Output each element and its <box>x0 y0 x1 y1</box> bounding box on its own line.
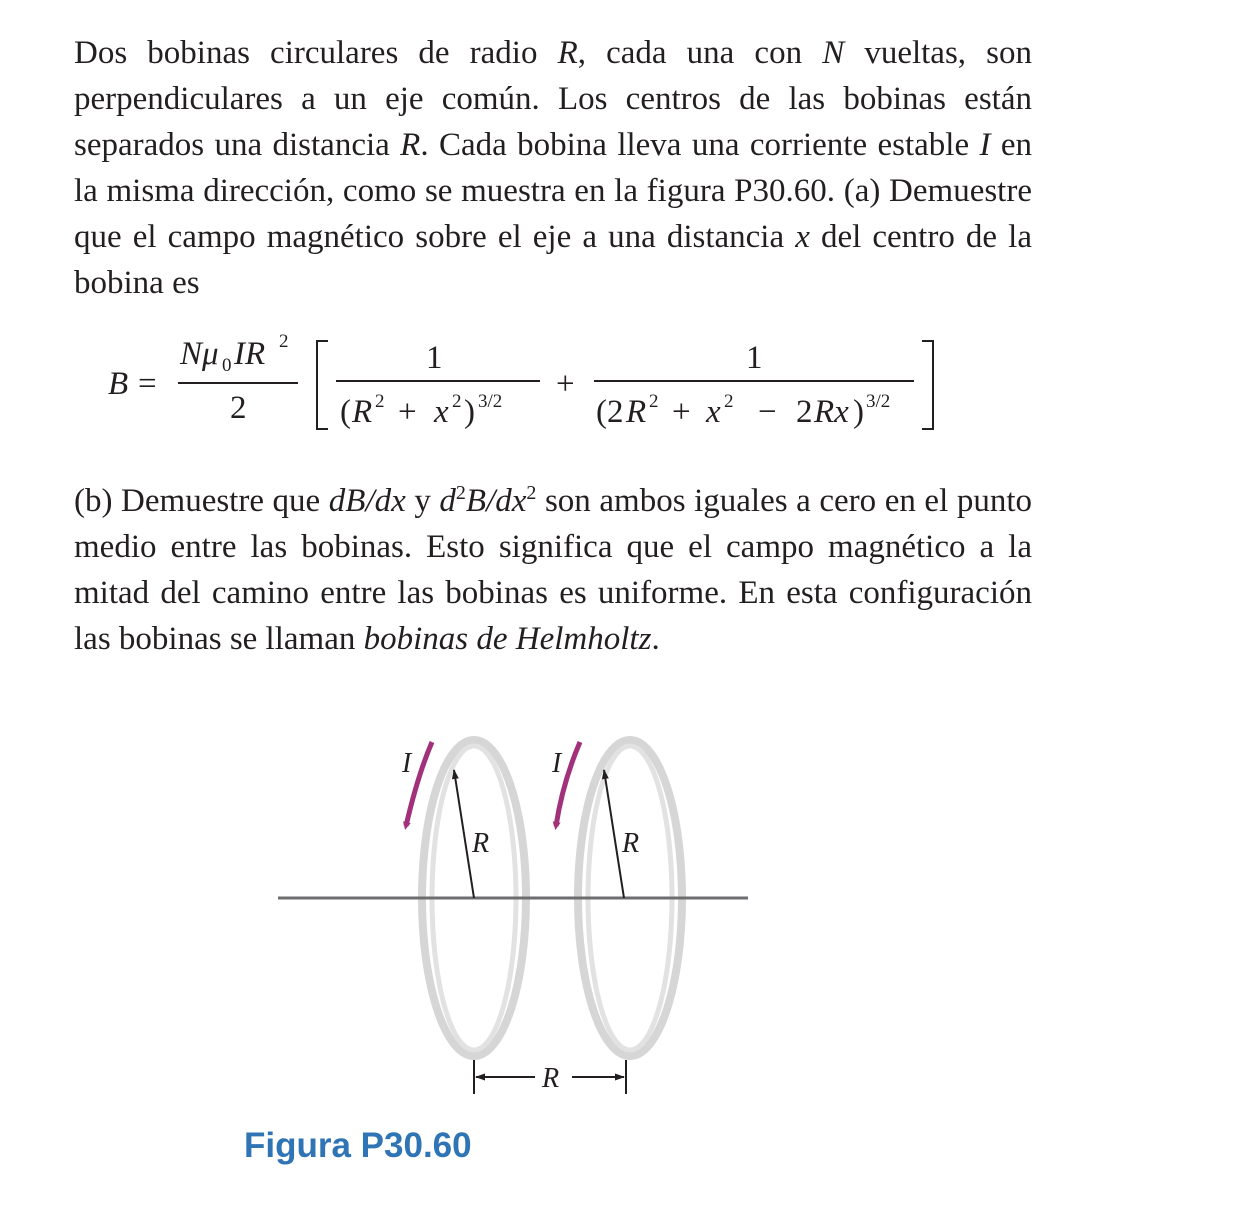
radius-arrow-right <box>604 770 624 898</box>
text-run: son ambos iguales a cero en el punto medio entre las bobinas. Esto significa que el campo magnético a la mitad del camino entre las bobinas es uniforme. En esta configuración las bobinas se llaman <box>74 483 1032 657</box>
eq-term2-den: 2 <box>649 391 659 412</box>
text-run: , cada una con <box>577 35 823 71</box>
eq-equals: = <box>138 366 157 402</box>
math-exponent: 2 <box>455 482 466 504</box>
eq-term2-num: 1 <box>746 340 763 376</box>
eq-term1-den: 3/2 <box>478 391 503 412</box>
text-run: . <box>651 621 660 657</box>
magnetic-field-equation <box>0 330 1248 440</box>
eq-term1-den: ) <box>464 394 475 430</box>
eq-term2-den: − <box>758 394 777 430</box>
separation-dimension <box>474 1060 626 1094</box>
current-label-right: I <box>552 748 562 779</box>
text-run: . Cada bobina lleva una corriente estable <box>420 127 980 163</box>
eq-coef-den: 2 <box>230 390 247 426</box>
eq-term1-den: x <box>434 394 449 430</box>
text-run: Dos bobinas circulares de radio <box>74 35 558 71</box>
eq-coef-sub: 0 <box>222 355 232 376</box>
text-run: y <box>405 483 440 519</box>
eq-term1-den: 2 <box>375 391 385 412</box>
coils-diagram <box>0 720 1248 1120</box>
eq-term2-den: R <box>626 394 647 430</box>
eq-term2-den: 2 <box>796 394 813 430</box>
helmholtz-coils-figure <box>0 720 1248 1120</box>
eq-term1-fraction-bar <box>336 380 540 382</box>
term-helmholtz-coils: bobinas de Helmholtz <box>363 621 652 657</box>
eq-term1-den: + <box>398 394 417 430</box>
text-run: en la misma dirección, como se muestra en la figura P30.60. (a) Demuestre que el campo magnético sobre el eje a una distancia <box>74 127 1032 255</box>
eq-term1-den: 2 <box>452 391 462 412</box>
eq-left-bracket <box>316 340 328 430</box>
eq-right-bracket <box>922 340 934 430</box>
variable-x: x <box>795 219 810 255</box>
eq-term2-den: x <box>706 394 721 430</box>
math-d2B-dx2: B/dx <box>465 483 527 519</box>
eq-term2-fraction-bar <box>594 380 914 382</box>
eq-coef-exp: 2 <box>279 331 289 352</box>
eq-plus: + <box>556 366 575 402</box>
variable-R: R <box>557 35 578 71</box>
eq-coef-num-rest: IR <box>234 336 266 372</box>
eq-lhs-B: B <box>108 366 129 402</box>
text-run: vueltas, son perpendiculares a un eje común. Los centros de las bobinas están separados una distancia <box>74 35 1032 163</box>
eq-term1-den: ( <box>340 394 351 430</box>
math-dB-dx: dB/dx <box>328 483 406 519</box>
eq-term2-den: ) <box>853 394 864 430</box>
eq-term2-den: Rx <box>814 394 849 430</box>
problem-statement-part-a <box>74 30 1032 306</box>
variable-I: I <box>979 127 991 163</box>
eq-coef-num: Nμ <box>180 336 219 372</box>
figure-caption: Figura P30.60 <box>244 1126 472 1165</box>
eq-term2-den: 2 <box>724 391 734 412</box>
eq-term1-den: R <box>352 394 373 430</box>
eq-term2-den: + <box>672 394 691 430</box>
text-run: del centro de la bobina es <box>74 219 1032 301</box>
eq-coef-fraction-bar <box>178 382 298 384</box>
math-d2B-dx2: d <box>439 483 456 519</box>
text-run: (b) Demuestre que <box>74 483 329 519</box>
current-label-left: I <box>402 748 412 779</box>
separation-label: R <box>542 1063 560 1094</box>
math-exponent: 2 <box>526 482 537 504</box>
problem-statement-part-b <box>74 478 1032 662</box>
eq-term2-den: (2 <box>596 394 624 430</box>
eq-term2-den: 3/2 <box>866 391 891 412</box>
radius-label-right: R <box>622 828 640 859</box>
variable-R: R <box>400 127 421 163</box>
eq-term1-num: 1 <box>426 340 443 376</box>
variable-N: N <box>822 35 845 71</box>
radius-arrow-left <box>454 770 474 898</box>
radius-label-left: R <box>472 828 490 859</box>
